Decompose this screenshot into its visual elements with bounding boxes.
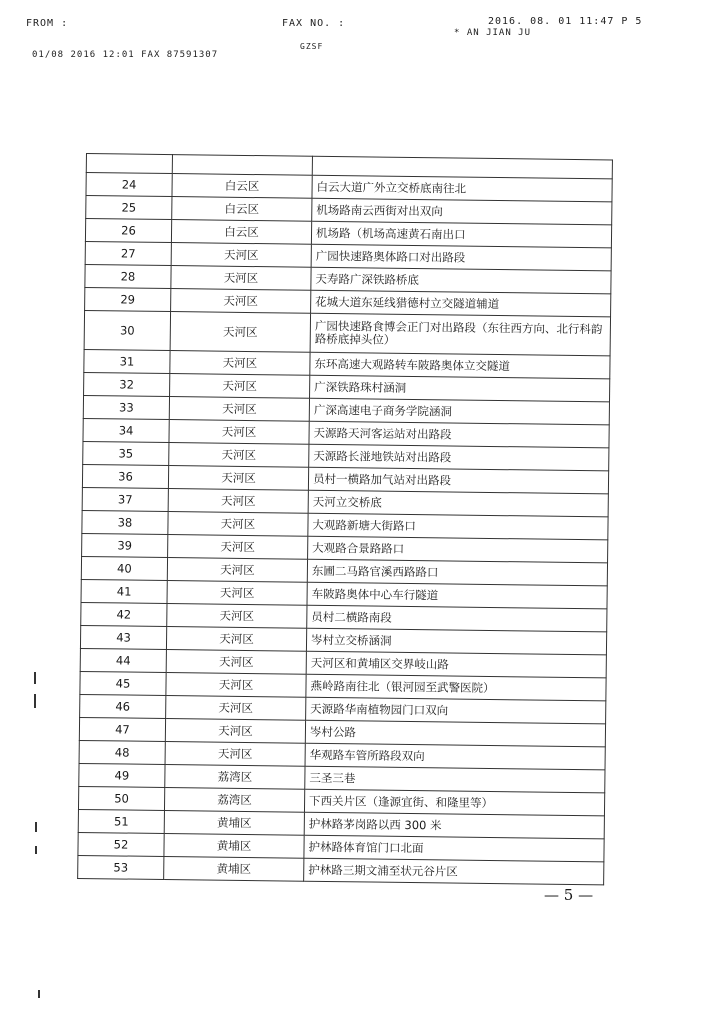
row-road: 东圃二马路官溪西路路口 — [307, 559, 607, 586]
row-road: 下西关片区（逢源宜街、和隆里等） — [304, 789, 604, 816]
row-number: 31 — [84, 349, 170, 373]
row-road: 东环高速大观路转车陂路奥体立交隧道 — [310, 352, 610, 379]
row-district: 荔湾区 — [164, 788, 304, 813]
row-number: 33 — [83, 395, 169, 419]
row-road: 花城大道东延线猎德村立交隧道辅道 — [311, 290, 611, 317]
row-road: 天河区和黄埔区交界岐山路 — [306, 651, 606, 678]
row-district: 天河区 — [166, 696, 306, 721]
row-number: 37 — [82, 487, 168, 511]
row-district: 天河区 — [167, 581, 307, 606]
scan-mark — [35, 822, 37, 832]
row-number: 38 — [82, 510, 168, 534]
row-road: 护林路茅岗路以西 300 米 — [304, 812, 604, 839]
row-district: 白云区 — [172, 174, 312, 199]
row-road: 广园快速路奥体路口对出路段 — [311, 244, 611, 271]
row-road: 员村一横路加气站对出路段 — [308, 467, 608, 494]
row-number: 43 — [80, 625, 166, 649]
row-number: 50 — [78, 786, 164, 810]
route-table-body — [78, 154, 613, 885]
row-district: 天河区 — [167, 558, 307, 583]
page-number: — 5 — — [544, 886, 594, 904]
table-row — [84, 310, 610, 355]
row-district: 天河区 — [170, 312, 310, 353]
row-district: 天河区 — [168, 489, 308, 514]
fax-code: GZSF — [300, 42, 324, 51]
row-number: 29 — [85, 287, 171, 311]
row-number: 28 — [85, 264, 171, 288]
row-district: 荔湾区 — [165, 765, 305, 790]
row-number: 24 — [86, 173, 172, 197]
row-number: 32 — [84, 372, 170, 396]
row-road: 护林路体育馆门口北面 — [304, 835, 604, 862]
row-number: 26 — [85, 219, 171, 243]
row-district: 天河区 — [169, 397, 309, 422]
row-number: 27 — [85, 241, 171, 265]
row-number: 35 — [83, 441, 169, 465]
row-district: 天河区 — [171, 243, 311, 268]
row-number: 48 — [79, 740, 165, 764]
row-district: 天河区 — [171, 289, 311, 314]
row-number: 34 — [83, 418, 169, 442]
row-number: 40 — [81, 556, 167, 580]
row-district: 天河区 — [168, 535, 308, 560]
row-road: 广园快速路食博会正门对出路段（东往西方向、北行科韵路桥底掉头位） — [310, 313, 610, 356]
row-number: 42 — [81, 602, 167, 626]
row-number: 44 — [80, 648, 166, 672]
row-number: 45 — [80, 671, 166, 695]
row-number: 52 — [78, 832, 164, 856]
row-number: 41 — [81, 579, 167, 603]
row-road: 天寿路广深铁路桥底 — [311, 267, 611, 294]
row-road: 机场路南云西街对出双向 — [312, 198, 612, 225]
row-number: 47 — [79, 717, 165, 741]
row-road: 车陂路奥体中心车行隧道 — [307, 582, 607, 609]
row-road: 天河立交桥底 — [308, 490, 608, 517]
row-number: 25 — [86, 196, 172, 220]
row-road: 机场路（机场高速黄石南出口 — [311, 221, 611, 248]
row-district: 黄埔区 — [164, 857, 304, 882]
row-road: 天源路长湴地铁站对出路段 — [309, 444, 609, 471]
row-number: 53 — [78, 855, 164, 879]
row-road: 天源路天河客运站对出路段 — [309, 421, 609, 448]
row-district: 天河区 — [168, 466, 308, 491]
fax-sender: * AN JIAN JU — [454, 28, 532, 38]
row-road: 员村二横路南段 — [307, 605, 607, 632]
row-road: 白云大道广外立交桥底南往北 — [312, 175, 612, 202]
row-district: 天河区 — [170, 351, 310, 376]
row-number: 36 — [82, 464, 168, 488]
row-road: 广深铁路珠村涵洞 — [310, 375, 610, 402]
scan-mark — [34, 694, 36, 708]
row-road: 天源路华南植物园门口双向 — [306, 697, 606, 724]
row-district: 天河区 — [165, 742, 305, 767]
row-road: 岑村公路 — [305, 720, 605, 747]
row-district: 天河区 — [166, 673, 306, 698]
row-district: 白云区 — [171, 220, 311, 245]
row-district: 天河区 — [169, 443, 309, 468]
row-district: 天河区 — [166, 650, 306, 675]
fax-datetime: 2016. 08. 01 11:47 P 5 — [488, 16, 643, 27]
row-road: 华观路车管所路段双向 — [305, 743, 605, 770]
fax-number-label: FAX NO. : — [282, 18, 346, 29]
row-district: 黄埔区 — [164, 811, 304, 836]
fax-from-label: FROM : — [26, 18, 69, 29]
route-table — [77, 153, 613, 885]
row-district: 天河区 — [169, 420, 309, 445]
scan-mark — [34, 672, 36, 684]
row-road: 岑村立交桥涵洞 — [306, 628, 606, 655]
row-road: 燕岭路南往北（银河园至武警医院） — [306, 674, 606, 701]
scan-mark — [35, 846, 37, 854]
row-district: 天河区 — [167, 604, 307, 629]
row-district: 天河区 — [171, 266, 311, 291]
row-road: 广深高速电子商务学院涵洞 — [309, 398, 609, 425]
row-district: 天河区 — [170, 374, 310, 399]
table-cell-empty — [172, 155, 312, 176]
row-district: 白云区 — [172, 197, 312, 222]
fax-log-line: 01/08 2016 12:01 FAX 87591307 — [32, 50, 219, 60]
row-district: 天河区 — [168, 512, 308, 537]
row-number: 39 — [82, 533, 168, 557]
row-road: 三圣三巷 — [305, 766, 605, 793]
scan-mark — [38, 990, 40, 998]
row-number: 49 — [79, 763, 165, 787]
row-number: 30 — [84, 310, 170, 350]
row-number: 51 — [78, 809, 164, 833]
table-cell-empty — [86, 154, 172, 174]
row-district: 天河区 — [166, 627, 306, 652]
row-district: 黄埔区 — [164, 834, 304, 859]
row-road: 大观路新塘大街路口 — [308, 513, 608, 540]
row-number: 46 — [80, 694, 166, 718]
row-road: 大观路合景路路口 — [308, 536, 608, 563]
row-road: 护林路三期文浦至状元谷片区 — [304, 858, 604, 885]
row-district: 天河区 — [165, 719, 305, 744]
